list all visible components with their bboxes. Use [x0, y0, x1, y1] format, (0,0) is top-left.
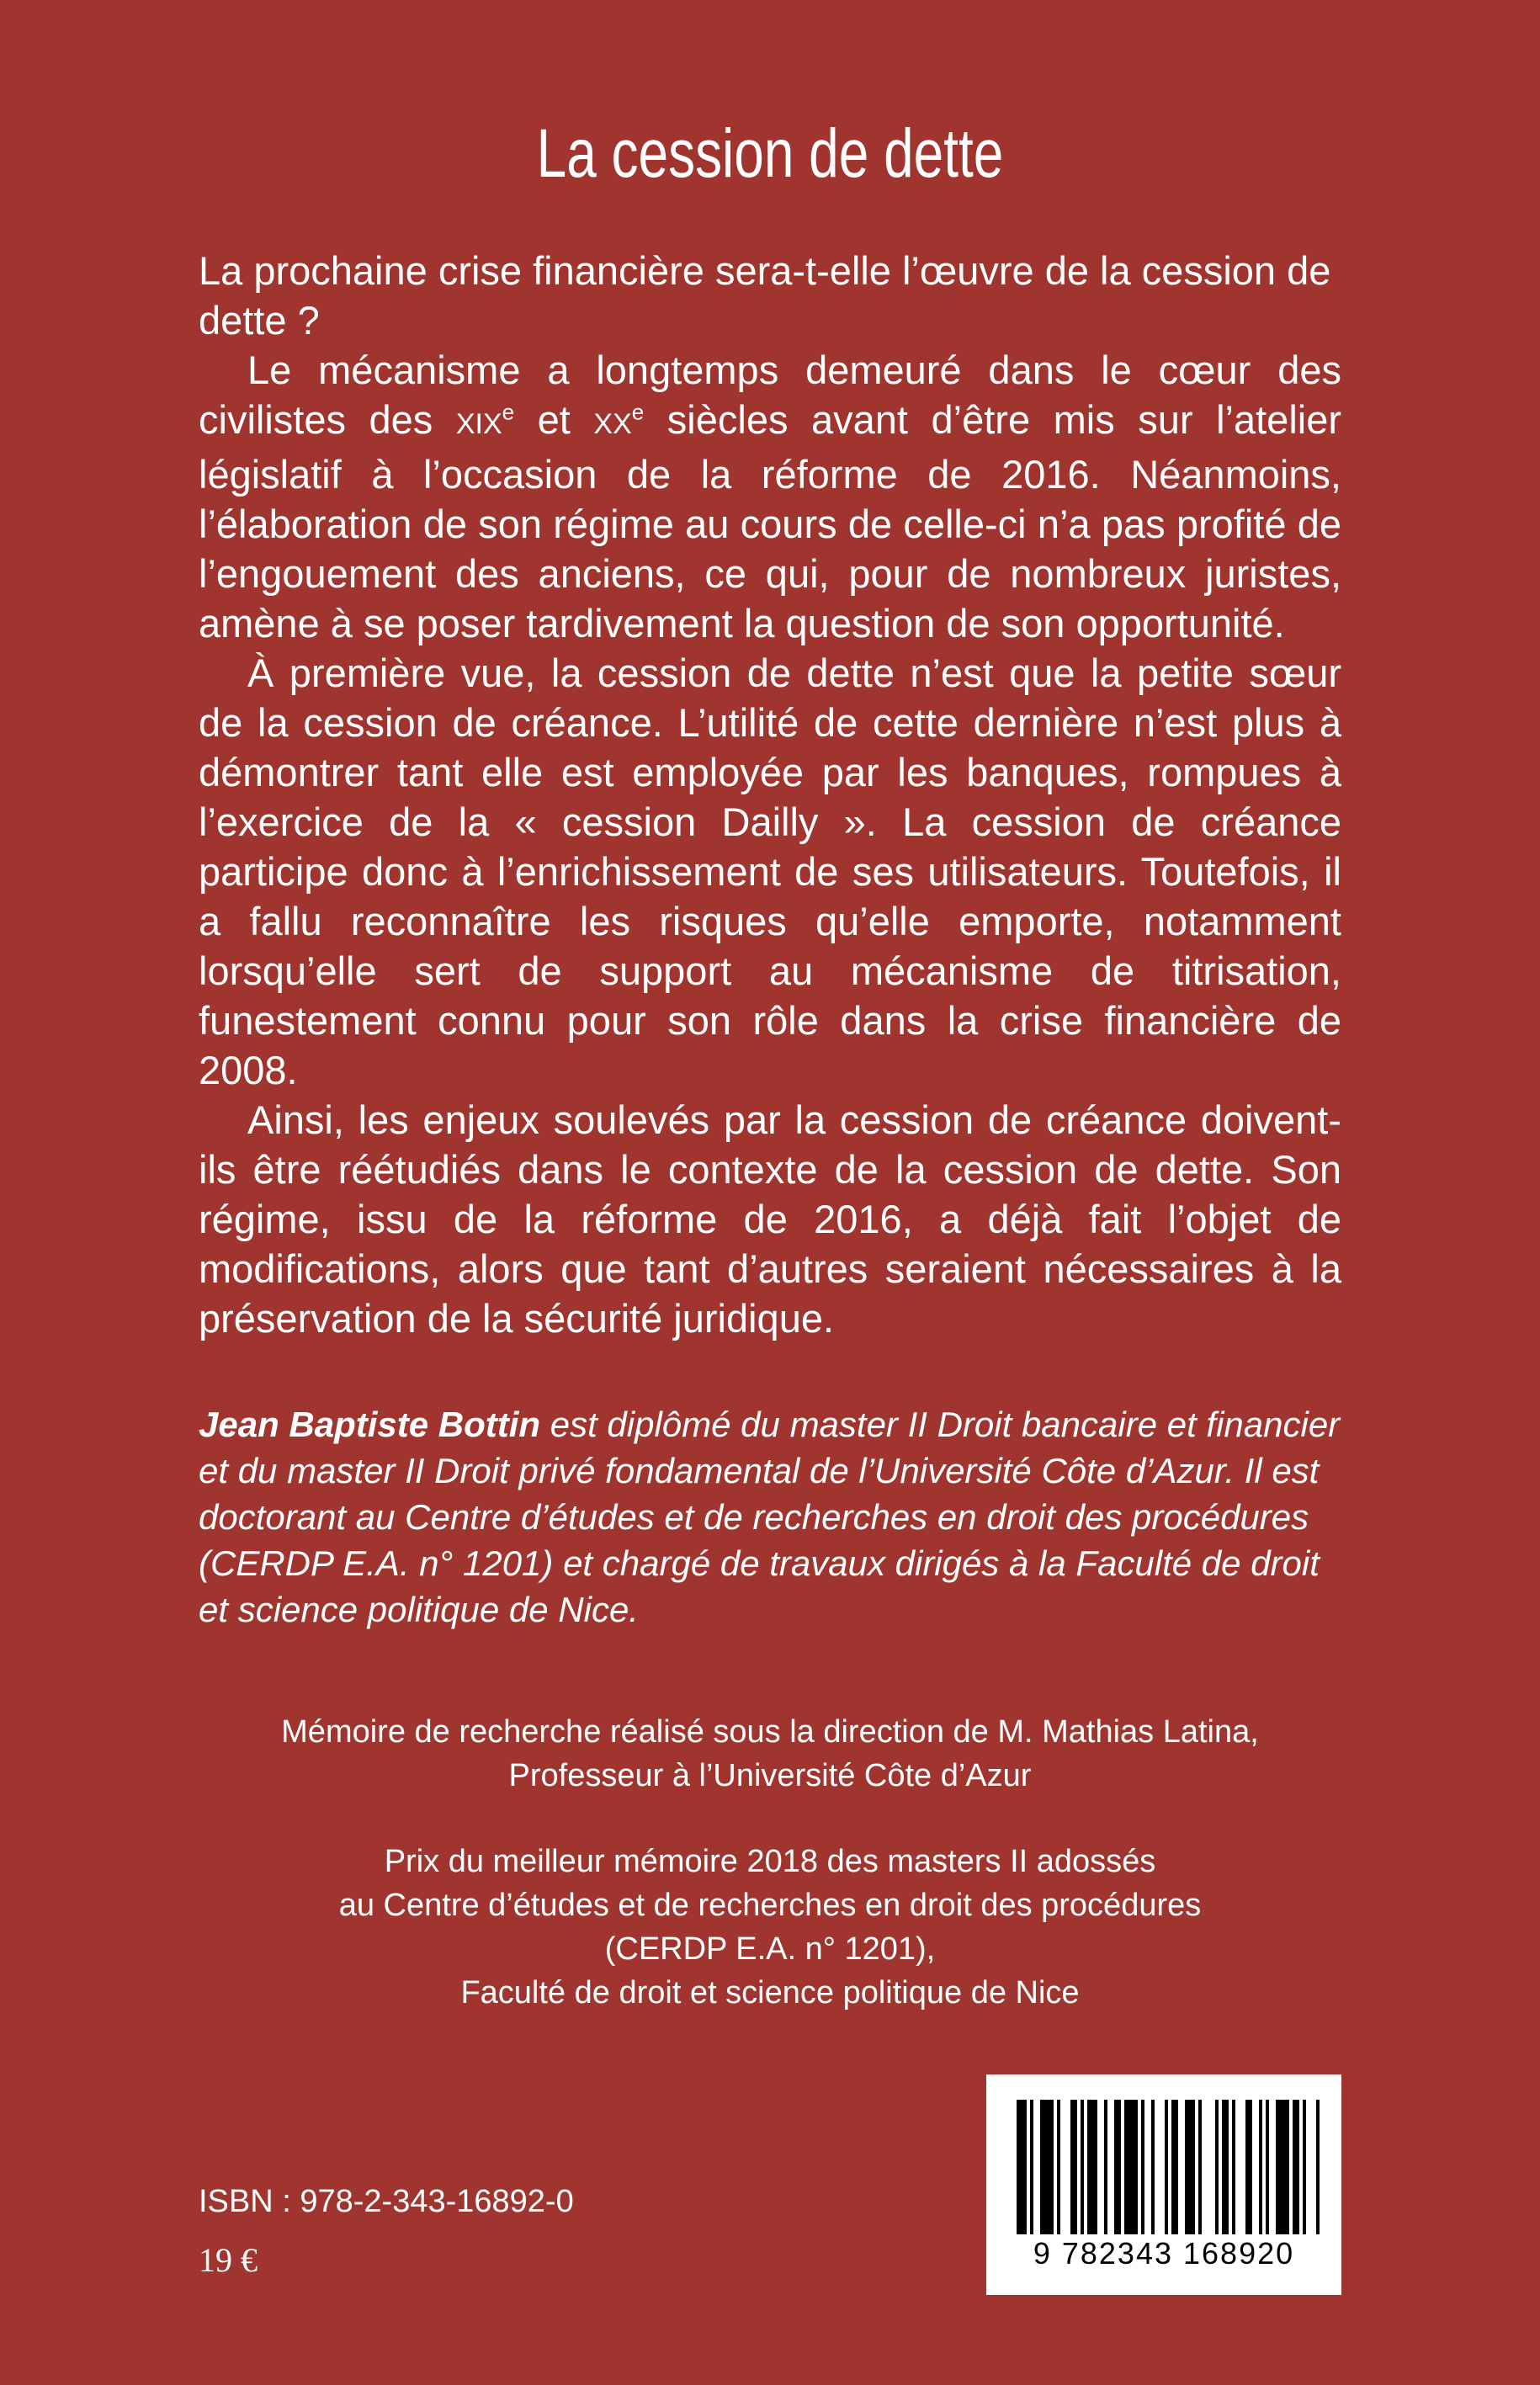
barcode-bar [1151, 2100, 1155, 2234]
barcode-bar [1293, 2100, 1299, 2234]
barcode-bar [1017, 2100, 1027, 2234]
barcode-bar [1232, 2100, 1235, 2234]
summary-paragraph: La prochaine crise financière sera-t-elle l’œuvre de la cession de dette ? [199, 248, 1331, 343]
barcode-bar [1222, 2100, 1229, 2234]
award-line: Faculté de droit et science politique de Nice [460, 1975, 1080, 2011]
barcode-bar [1040, 2100, 1054, 2234]
barcode-bar [1276, 2100, 1289, 2234]
memoire-note [0, 1710, 1540, 1798]
summary-text [199, 246, 1341, 1343]
barcode-bar [1124, 2100, 1138, 2234]
memoire-line: Professeur à l’Université Côte d’Azur [508, 1758, 1032, 1793]
author-bio [199, 1401, 1341, 1633]
barcode-bar [1030, 2100, 1033, 2234]
barcode-bar [1198, 2100, 1202, 2234]
barcode-bar [1087, 2100, 1097, 2234]
barcode-bar [1185, 2100, 1195, 2234]
barcode-bar [1171, 2100, 1178, 2234]
barcode-bar [1081, 2100, 1084, 2234]
barcode-bars [986, 2074, 1341, 2243]
award-line: (CERDP E.A. n° 1201), [604, 1931, 936, 1967]
memoire-line: Mémoire de recherche réalisé sous la direction de M. Mathias Latina, [281, 1714, 1259, 1750]
barcode-bar [1303, 2100, 1306, 2234]
book-title: La cession de dette [536, 115, 1004, 192]
author-name: Jean Baptiste Bottin [199, 1405, 541, 1444]
barcode-bar [1245, 2100, 1252, 2234]
barcode-bar [1114, 2100, 1121, 2234]
barcode-bar [1259, 2100, 1262, 2234]
barcode [986, 2074, 1341, 2295]
barcode-bar [1266, 2100, 1269, 2234]
barcode-bar [1316, 2100, 1320, 2234]
barcode-bar [1215, 2100, 1219, 2234]
barcode-digits: 9 782343 168920 [1033, 2236, 1295, 2271]
award-line: Prix du meilleur mémoire 2018 des masters II adossés [384, 1844, 1156, 1879]
award-note [0, 1840, 1540, 2015]
award-line: au Centre d’études et de recherches en droit des procédures [338, 1888, 1202, 1923]
barcode-bar [1104, 2100, 1107, 2234]
barcode-bar [1165, 2100, 1168, 2234]
price: 19 € [199, 2241, 258, 2279]
barcode-bar [1141, 2100, 1144, 2234]
summary-paragraph: Ainsi, les enjeux soulevés par la cession de créance doivent-ils être réétudiés dans le contexte de la cession de dette. Son régime, issu de la réforme de 2016, a déjà fait l’objet de modifications, alors que tant d’autres seraient nécessaires à la préservation de la sécurité juridique. [199, 1097, 1341, 1341]
barcode-bar [1070, 2100, 1077, 2234]
author-bio-text: est diplômé du master II Droit bancaire et financier et du master II Droit privé fondamental de l’Université Côte d’Azur. Il est doctorant au Centre d’études et de recherches en droit des procédures (CERDP E.A. n° 1201) et chargé de travaux dirigés à la Faculté de droit et science politique de Nice. [199, 1405, 1341, 1629]
summary-paragraph: À première vue, la cession de dette n’est que la petite sœur de la cession de créance. L’utilité de cette dernière n’est plus à démontrer tant elle est employée par les banques, rompues à l’exercice de la « cession Dailly ». La cession de créance participe donc à l’enrichissement de ses utilisateurs. Toutefois, il a fallu reconnaître les risques qu’elle emporte, notamment lorsqu’elle sert de support au mécanisme de titrisation, funestement connu pour son rôle dans la crise financière de 2008. [199, 651, 1341, 1092]
isbn: ISBN : 978-2-343-16892-0 [199, 2184, 574, 2219]
barcode-bar [1057, 2100, 1060, 2234]
summary-paragraph: Le mécanisme a longtemps demeuré dans le cœur des civilistes des XIXe et XXe siècles avant d’être mis sur l’atelier législatif à l’occasion de la réforme de 2016. Néanmoins, l’élaboration de son régime au cours de celle-ci n’a pas profité de l’engouement des anciens, ce qui, pour de nombreux juristes, amène à se poser tardivement la question de son opportunité. [199, 348, 1341, 645]
